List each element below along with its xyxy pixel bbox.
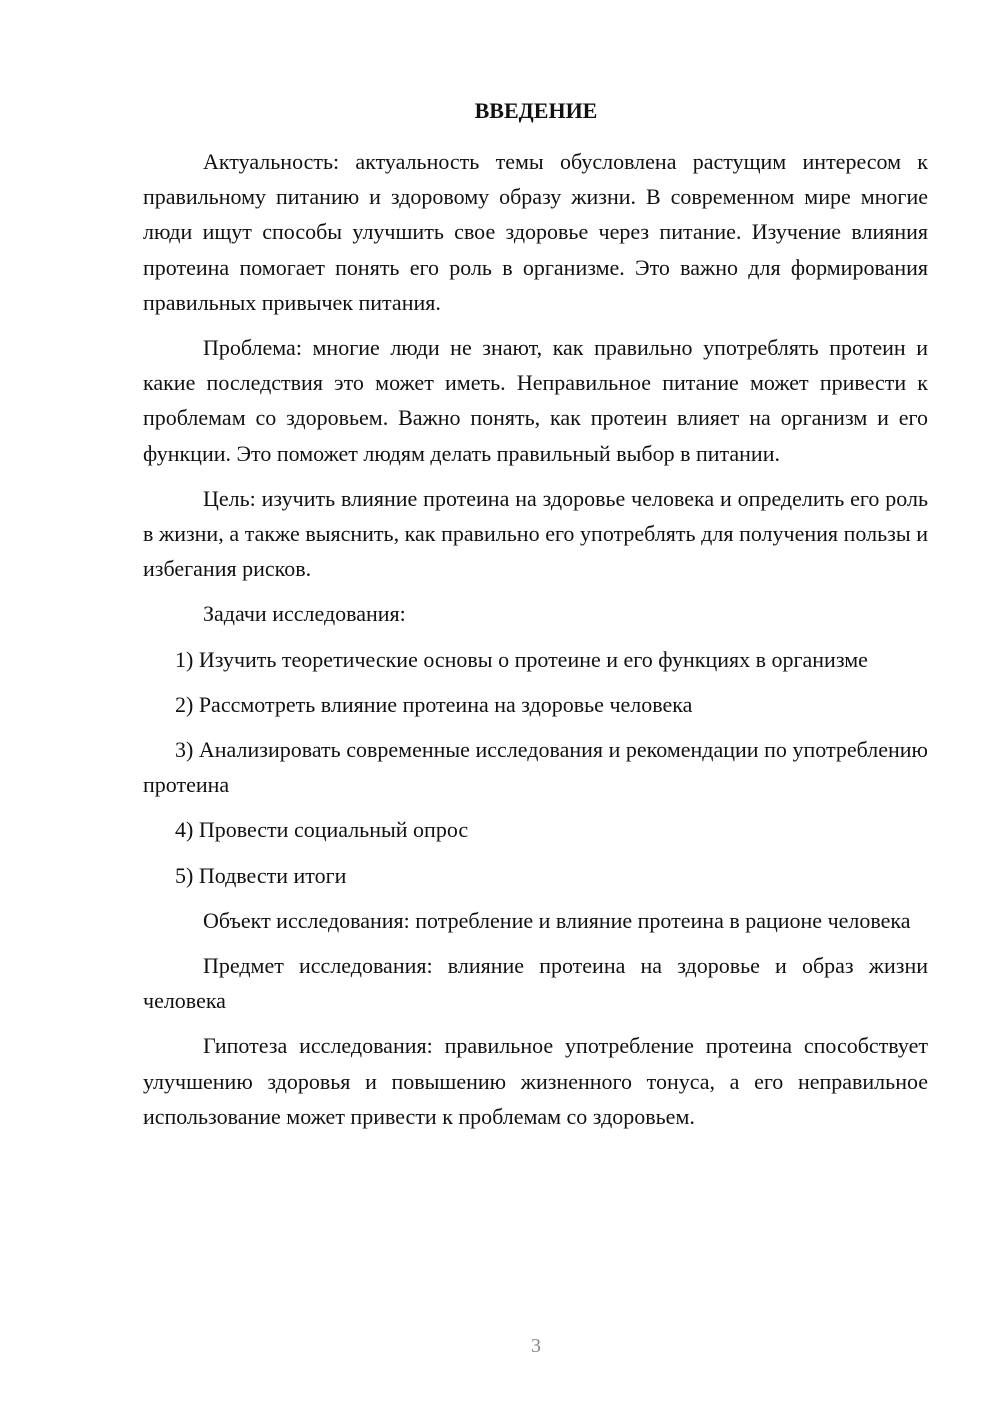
tasks-title: Задачи исследования: bbox=[203, 601, 406, 627]
document-body bbox=[143, 144, 928, 1134]
paragraph-goal: Цель: изучить влияние протеина на здоровье человека и определить его роль в жизни, а также выяснить, как правильно его употреблять для получения пользы и избегания рисков. bbox=[143, 485, 928, 582]
paragraph-object: Объект исследования: потребление и влияние протеина в рационе человека bbox=[203, 907, 911, 933]
paragraph-relevance: Актуальность: актуальность темы обусловлена растущим интересом к правильному питанию и здоровому образу жизни. В современном мире многие люди ищут способы улучшить свое здоровье через питание. Изучение влияния протеина помогает понять его роль в организме. Это важно для формирования правильных привычек питания. bbox=[143, 149, 928, 315]
paragraph-problem: Проблема: многие люди не знают, как правильно употреблять протеин и какие последствия это может иметь. Неправильное питание может привести к проблемам со здоровьем. Важно понять, как протеин влияет на организм и его функции. Это поможет людям делать правильный выбор в питании. bbox=[143, 335, 928, 466]
page-number: 3 bbox=[531, 1335, 541, 1357]
task-item-5: 5) Подвести итоги bbox=[175, 862, 347, 888]
paragraph-hypothesis: Гипотеза исследования: правильное употребление протеина способствует улучшению здоровья и повышению жизненного тонуса, а его неправильное использование может привести к проблемам со здоровьем. bbox=[143, 1033, 928, 1129]
task-item-4: 4) Провести социальный опрос bbox=[175, 817, 469, 843]
task-item-2: 2) Рассмотреть влияние протеина на здоровье человека bbox=[175, 691, 693, 717]
task-item-1: 1) Изучить теоретические основы о протеине и его функциях в организме bbox=[175, 646, 868, 672]
section-heading: ВВЕДЕНИЕ bbox=[474, 98, 598, 123]
task-item-3: 3) Анализировать современные исследования и рекомендации по употреблению протеина bbox=[143, 737, 928, 798]
paragraph-subject: Предмет исследования: влияние протеина на здоровье и образ жизни человека bbox=[143, 953, 928, 1014]
